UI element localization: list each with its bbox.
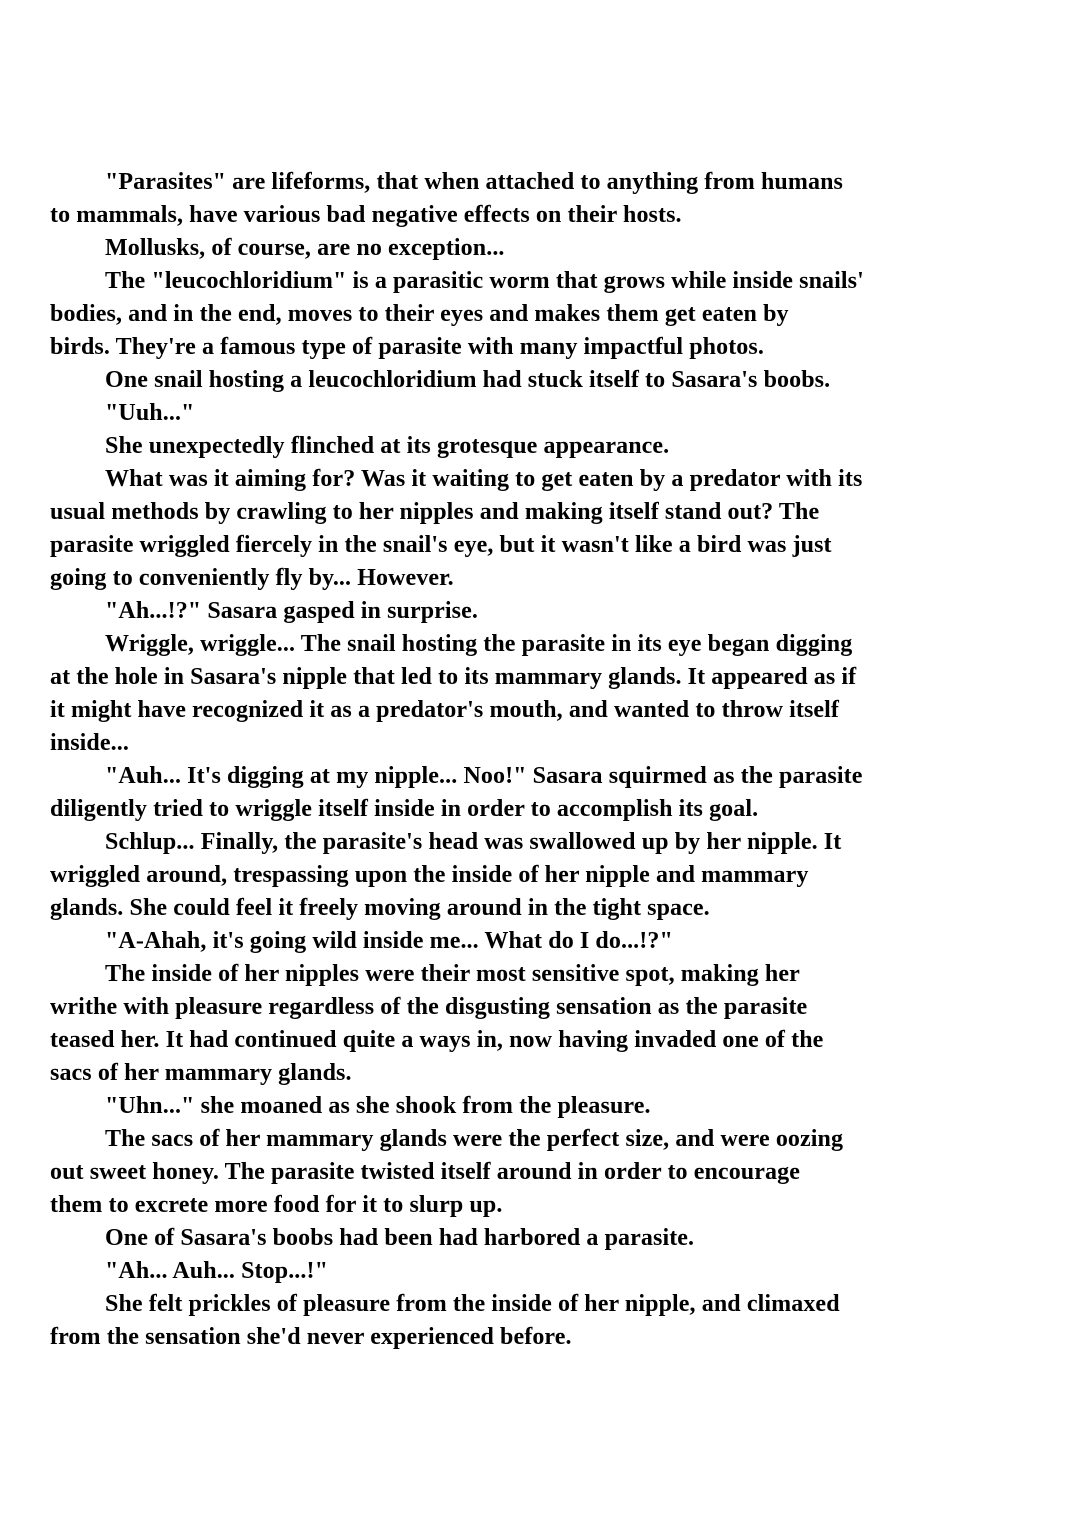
text-line: Schlup... Finally, the parasite's head was swallowed up by her nipple. It — [105, 829, 842, 855]
text-line: "Uuh..." — [105, 400, 195, 426]
text-line: She felt prickles of pleasure from the inside of her nipple, and climaxed — [105, 1291, 840, 1317]
paragraph — [50, 364, 1045, 397]
text-line: usual methods by crawling to her nipples and making itself stand out? The — [50, 499, 820, 525]
paragraph — [50, 1090, 1045, 1123]
text-line: glands. She could feel it freely moving around in the tight space. — [50, 895, 710, 921]
text-line: from the sensation she'd never experienced before. — [50, 1324, 572, 1350]
text-line: writhe with pleasure regardless of the disgusting sensation as the parasite — [50, 994, 808, 1020]
text-line: "Parasites" are lifeforms, that when attached to anything from humans — [105, 169, 843, 195]
paragraph — [50, 628, 1045, 760]
paragraph — [50, 430, 1045, 463]
paragraph — [50, 958, 1045, 1090]
text-line: "Uhn..." she moaned as she shook from the pleasure. — [105, 1093, 651, 1119]
paragraph — [50, 397, 1045, 430]
text-line: inside... — [50, 730, 129, 756]
text-line: Wriggle, wriggle... The snail hosting the parasite in its eye began digging — [105, 631, 853, 657]
text-line: One of Sasara's boobs had been had harbored a parasite. — [105, 1225, 695, 1251]
paragraph — [50, 1288, 1045, 1354]
text-line: parasite wriggled fiercely in the snail's eye, but it wasn't like a bird was just — [50, 532, 832, 558]
text-line: She unexpectedly flinched at its grotesque appearance. — [105, 433, 670, 459]
paragraph — [50, 463, 1045, 595]
text-line: out sweet honey. The parasite twisted itself around in order to encourage — [50, 1159, 800, 1185]
text-line: Mollusks, of course, are no exception... — [105, 235, 505, 261]
text-line: birds. They're a famous type of parasite with many impactful photos. — [50, 334, 764, 360]
paragraph — [50, 1255, 1045, 1288]
paragraph — [50, 265, 1045, 364]
text-line: One snail hosting a leucochloridium had stuck itself to Sasara's boobs. — [105, 367, 831, 393]
text-line: The sacs of her mammary glands were the perfect size, and were oozing — [105, 1126, 844, 1152]
text-line: to mammals, have various bad negative effects on their hosts. — [50, 202, 682, 228]
text-line: going to conveniently fly by... However. — [50, 565, 454, 591]
paragraph — [50, 595, 1045, 628]
page-text — [50, 166, 1045, 1354]
text-line: The inside of her nipples were their most sensitive spot, making her — [105, 961, 800, 987]
text-line: wriggled around, trespassing upon the inside of her nipple and mammary — [50, 862, 809, 888]
text-line: "A-Ahah, it's going wild inside me... What do I do...!?" — [105, 928, 673, 954]
text-line: The "leucochloridium" is a parasitic worm that grows while inside snails' — [105, 268, 864, 294]
paragraph — [50, 826, 1045, 925]
text-line: at the hole in Sasara's nipple that led to its mammary glands. It appeared as if — [50, 664, 857, 690]
text-line: "Ah...!?" Sasara gasped in surprise. — [105, 598, 478, 624]
paragraph — [50, 166, 1045, 232]
text-line: "Ah... Auh... Stop...!" — [105, 1258, 329, 1284]
text-line: them to excrete more food for it to slurp up. — [50, 1192, 503, 1218]
text-line: sacs of her mammary glands. — [50, 1060, 352, 1086]
paragraph — [50, 925, 1045, 958]
text-line: "Auh... It's digging at my nipple... Noo!" Sasara squirmed as the parasite — [105, 763, 863, 789]
paragraph — [50, 232, 1045, 265]
text-line: What was it aiming for? Was it waiting to get eaten by a predator with its — [105, 466, 863, 492]
paragraph — [50, 1222, 1045, 1255]
text-line: teased her. It had continued quite a ways in, now having invaded one of the — [50, 1027, 824, 1053]
text-line: it might have recognized it as a predator's mouth, and wanted to throw itself — [50, 697, 840, 723]
text-line: bodies, and in the end, moves to their eyes and makes them get eaten by — [50, 301, 789, 327]
paragraph — [50, 760, 1045, 826]
paragraph — [50, 1123, 1045, 1222]
text-line: diligently tried to wriggle itself inside in order to accomplish its goal. — [50, 796, 759, 822]
